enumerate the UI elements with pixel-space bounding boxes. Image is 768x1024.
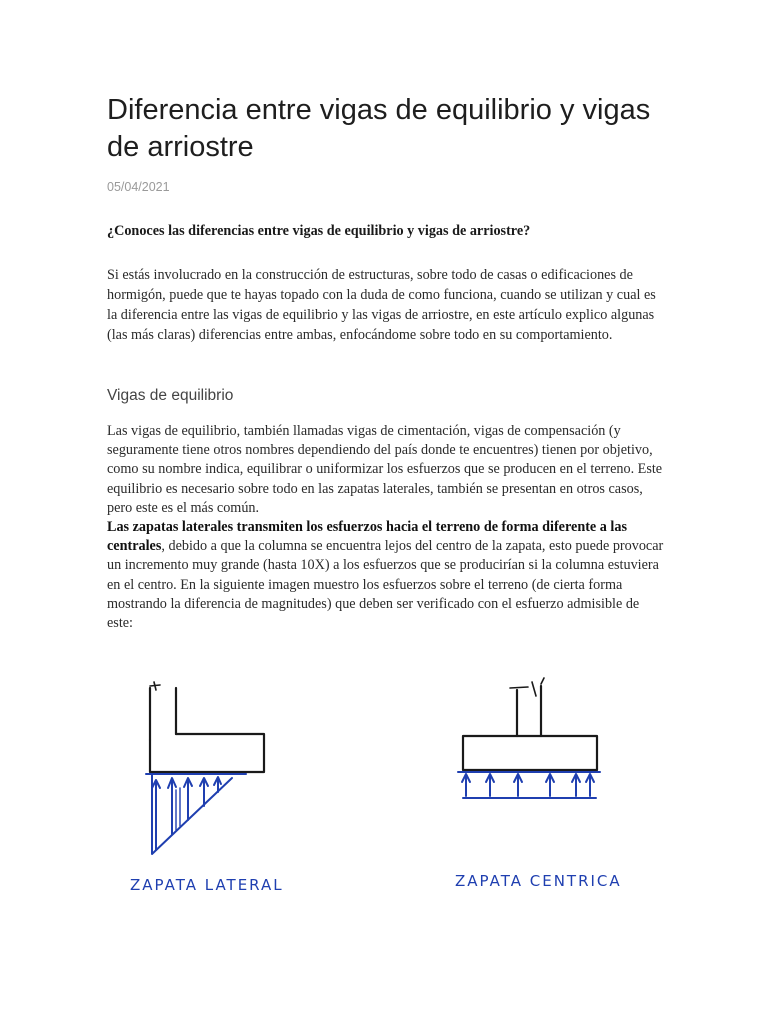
footing-sketch	[0, 670, 768, 910]
central-footing-drawing	[463, 678, 597, 770]
section-body	[107, 422, 667, 633]
lateral-caption: ZAPATA LATERAL	[130, 876, 284, 894]
lead-question: ¿Conoces las diferencias entre vigas de equilibrio y vigas de arriostre?	[107, 223, 531, 239]
section-paragraph-2-bold: Las zapatas laterales transmiten los esfuerzos hacia el terreno de forma diferente a las centrales	[107, 519, 627, 555]
section-paragraph-2-rest: , debido a que la columna se encuentra lejos del centro de la zapata, esto puede provocar un incremento muy grande (hasta 10X) a los esfuerzos que se producirían si la columna estuviera en el centro. En la siguiente imagen muestro los esfuerzos sobre el terreno (de cierta forma mostrando la diferencia de magnitudes) que deben ser verificado con el esfuerzo admisible de este:	[107, 538, 664, 632]
intro-paragraph: Si estás involucrado en la construcción de estructuras, sobre todo de casas o edificaciones de hormigón, puede que te hayas topado con la duda de como funciona, cuando se utilizan y cual es la diferencia entre las vigas de equilibrio y las vigas de arriostre, en este artículo explico algunas (las más claras) diferencias entre ambas, enfocándome sobre todo en su comportamiento.	[107, 267, 656, 343]
section-heading: Vigas de equilibrio	[107, 387, 234, 404]
central-caption: ZAPATA CENTRICA	[455, 872, 622, 890]
section-paragraph-1: Las vigas de equilibrio, también llamadas vigas de cimentación, vigas de compensación (y seguramente tiene otros nombres dependiendo del país donde te encuentres) tienen por objetivo, como su nombre indica, equilibrar o uniformizar los esfuerzos que se producen en el terreno. Este equilibrio es necesario sobre todo en las zapatas laterales, también se presentan en otros casos, pero este es el más común.	[107, 423, 663, 516]
lateral-stress-diagram	[146, 774, 246, 854]
publish-date: 05/04/2021	[107, 180, 170, 194]
lateral-footing-drawing	[150, 682, 264, 772]
central-stress-diagram	[458, 772, 600, 798]
article-title: Diferencia entre vigas de equilibrio y vigas de arriostre	[107, 94, 651, 163]
